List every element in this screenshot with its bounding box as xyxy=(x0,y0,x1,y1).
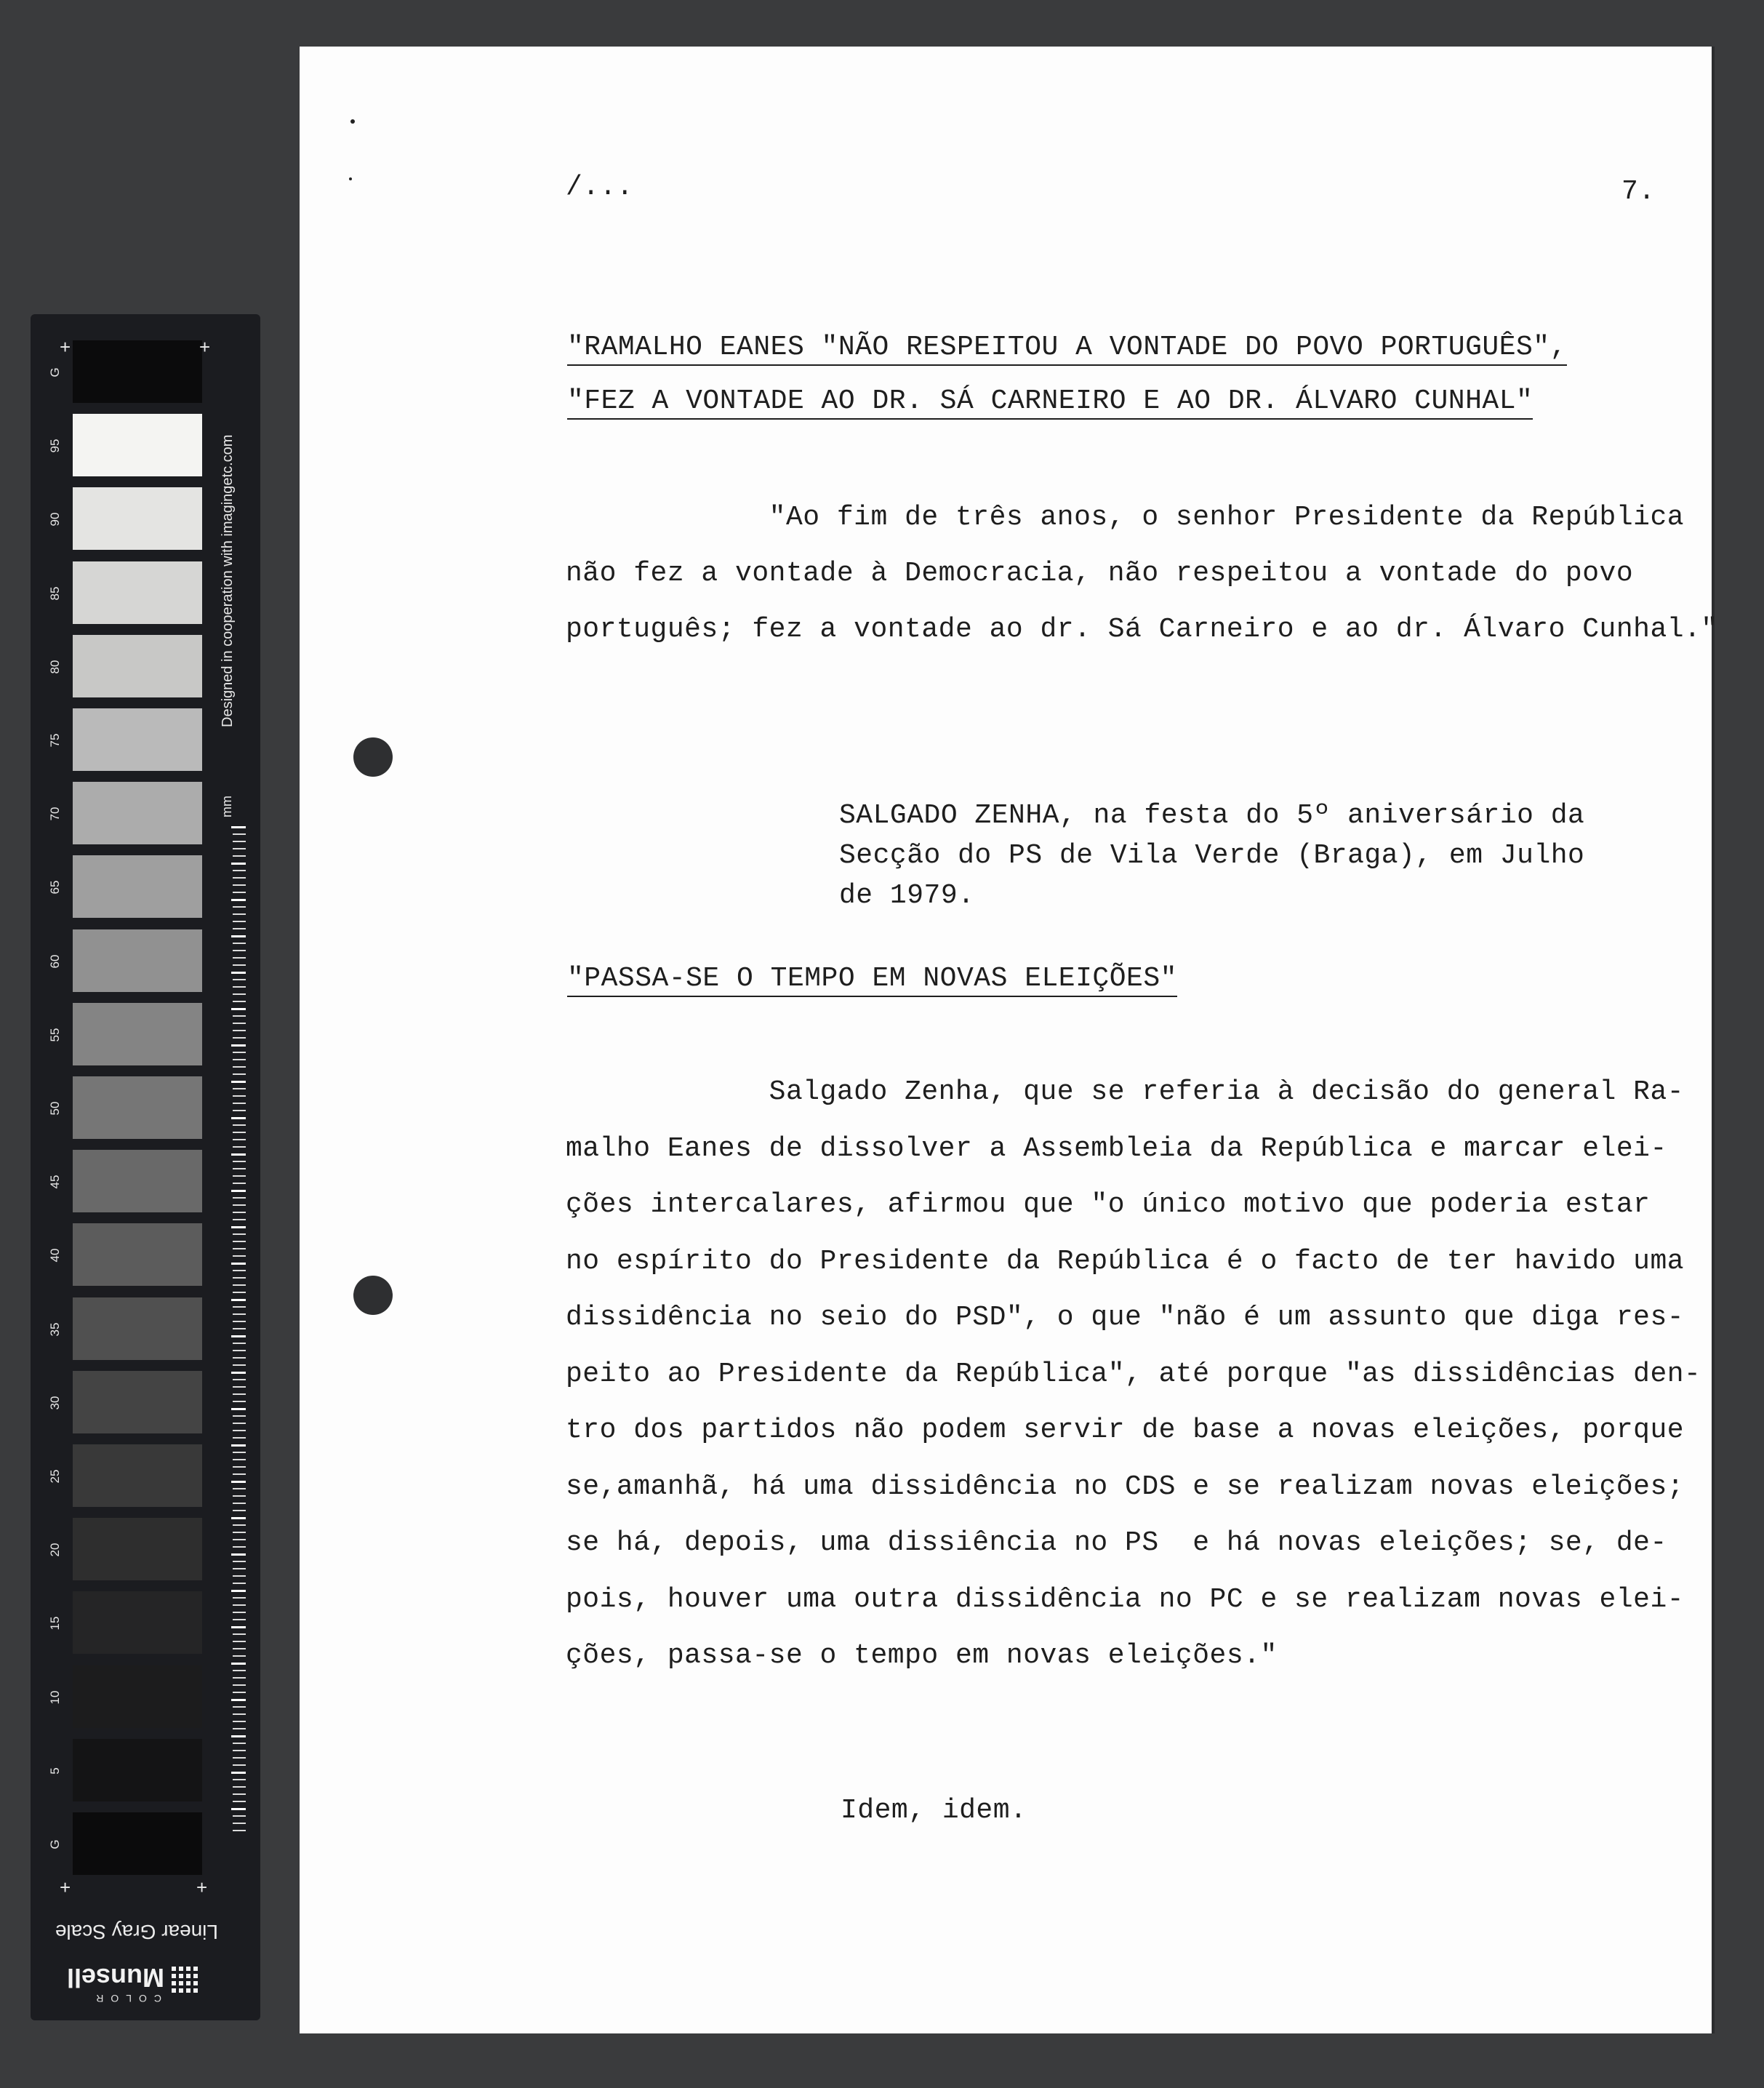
body2-line: ções, passa-se o tempo em novas eleições." xyxy=(566,1640,1278,1671)
page-number: 7. xyxy=(1621,176,1656,207)
paper-speck xyxy=(350,119,355,124)
gray-patch xyxy=(73,1371,202,1433)
gray-patch xyxy=(73,708,202,771)
gray-patch-label: 80 xyxy=(48,660,62,674)
attribution1-line: SALGADO ZENHA, na festa do 5º aniversário da xyxy=(839,800,1585,831)
gray-patch xyxy=(73,1739,202,1801)
gray-patch-label: 50 xyxy=(48,1101,62,1116)
gray-patch-label: 10 xyxy=(48,1690,62,1705)
paper-speck xyxy=(349,177,352,180)
munsell-logo xyxy=(67,1955,205,2006)
body2-line: se há, depois, uma dissiência no PS e há novas eleições; se, de- xyxy=(566,1527,1667,1559)
registration-mark-bottom-right: + xyxy=(196,1876,208,1898)
mm-ruler-major-ticks xyxy=(231,826,246,1837)
punch-hole-upper xyxy=(353,737,393,777)
punch-hole-lower xyxy=(353,1276,393,1315)
gray-patch-label: 70 xyxy=(48,807,62,821)
gray-patch-label: G xyxy=(48,1839,62,1849)
gray-patch-label: 25 xyxy=(48,1469,62,1484)
typed-page xyxy=(300,47,1718,2033)
gray-patch-label: 35 xyxy=(48,1322,62,1337)
gray-patch xyxy=(73,561,202,624)
quote1-line: "Ao fim de três anos, o senhor Presidente da República xyxy=(566,502,1685,533)
gray-patch xyxy=(73,1812,202,1875)
body2-line: malho Eanes de dissolver a Assembleia da República e marcar elei- xyxy=(566,1132,1667,1164)
heading-2 xyxy=(567,963,1177,994)
continuation-mark: /... xyxy=(566,172,634,203)
gray-patch-label: 95 xyxy=(48,439,62,453)
body2-line: pois, houver uma outra dissidência no PC e se realizam novas elei- xyxy=(566,1583,1685,1615)
scale-credit-text: Designed in cooperation with imagingetc.com xyxy=(220,434,236,727)
gray-patch-label: G xyxy=(48,367,62,377)
mm-unit-label: mm xyxy=(220,796,234,817)
gray-patch-label: 45 xyxy=(48,1175,62,1189)
gray-patch-label: 75 xyxy=(48,733,62,748)
registration-mark-top-left: + xyxy=(60,336,71,358)
attribution1-line: Secção do PS de Vila Verde (Braga), em Julho xyxy=(839,840,1585,871)
heading-1-line-2 xyxy=(567,385,1533,417)
heading-1-line-2-text: "FEZ A VONTADE AO DR. SÁ CARNEIRO E AO DR. ÁLVARO CUNHAL" xyxy=(567,385,1533,420)
gray-patch xyxy=(73,487,202,550)
body2-line: se,amanhã, há uma dissidência no CDS e se realizam novas eleições; xyxy=(566,1471,1685,1503)
gray-patch xyxy=(73,1665,202,1728)
gray-patch xyxy=(73,1223,202,1286)
registration-mark-bottom-left: + xyxy=(60,1876,71,1898)
gray-patch xyxy=(73,414,202,476)
brand-name: Munsell xyxy=(66,1963,164,1993)
body2-line: no espírito do Presidente da República é o facto de ter havido uma xyxy=(566,1245,1685,1277)
gray-patch-label: 20 xyxy=(48,1543,62,1557)
gray-patch xyxy=(73,855,202,918)
gray-patch-label: 85 xyxy=(48,586,62,601)
gray-patch-label: 65 xyxy=(48,880,62,895)
gray-patch xyxy=(73,340,202,403)
gray-patch-label: 55 xyxy=(48,1028,62,1042)
heading-2-text: "PASSA-SE O TEMPO EM NOVAS ELEIÇÕES" xyxy=(567,963,1177,997)
gray-patch xyxy=(73,929,202,992)
body2-line: tro dos partidos não podem servir de base a novas eleições, porque xyxy=(566,1415,1685,1446)
gray-patch-label: 5 xyxy=(48,1767,62,1775)
body2-line: ções intercalares, afirmou que "o único motivo que poderia estar xyxy=(566,1189,1651,1220)
body2-line: dissidência no seio do PSD", o que "não é um assunto que diga res- xyxy=(566,1302,1685,1333)
munsell-grid-icon xyxy=(170,1965,198,1993)
gray-patch xyxy=(73,1444,202,1507)
gray-patch-label: 60 xyxy=(48,954,62,969)
quote1-line: não fez a vontade à Democracia, não respeitou a vontade do povo xyxy=(566,558,1634,589)
quote1-line: português; fez a vontade ao dr. Sá Carneiro e ao dr. Álvaro Cunhal." xyxy=(566,614,1718,645)
heading-1-line-1 xyxy=(567,332,1567,363)
registration-mark-top-right: + xyxy=(199,336,211,358)
brand-subtitle: COLOR xyxy=(89,1993,161,2004)
gray-patch xyxy=(73,1518,202,1580)
gray-patch xyxy=(73,1297,202,1360)
body2-line: peito ao Presidente da República", até porque "as dissidências den- xyxy=(566,1358,1701,1390)
gray-patch-label: 90 xyxy=(48,512,62,527)
gray-patch-label: 40 xyxy=(48,1248,62,1263)
gray-patch xyxy=(73,635,202,697)
heading-1-line-1-text: "RAMALHO EANES "NÃO RESPEITOU A VONTADE DO POVO PORTUGUÊS", xyxy=(567,332,1567,366)
attribution1-line: de 1979. xyxy=(839,880,975,911)
scale-name: Linear Gray Scale xyxy=(55,1921,218,1943)
gray-patch xyxy=(73,1003,202,1065)
gray-patch-label: 15 xyxy=(48,1616,62,1631)
gray-patch xyxy=(73,1076,202,1139)
body2-line: Salgado Zenha, que se referia à decisão do general Ra- xyxy=(566,1076,1685,1108)
gray-patch xyxy=(73,1591,202,1654)
attribution-2: Idem, idem. xyxy=(841,1795,1027,1826)
gray-patch xyxy=(73,1150,202,1212)
gray-patch-label: 30 xyxy=(48,1396,62,1410)
gray-patch xyxy=(73,782,202,844)
